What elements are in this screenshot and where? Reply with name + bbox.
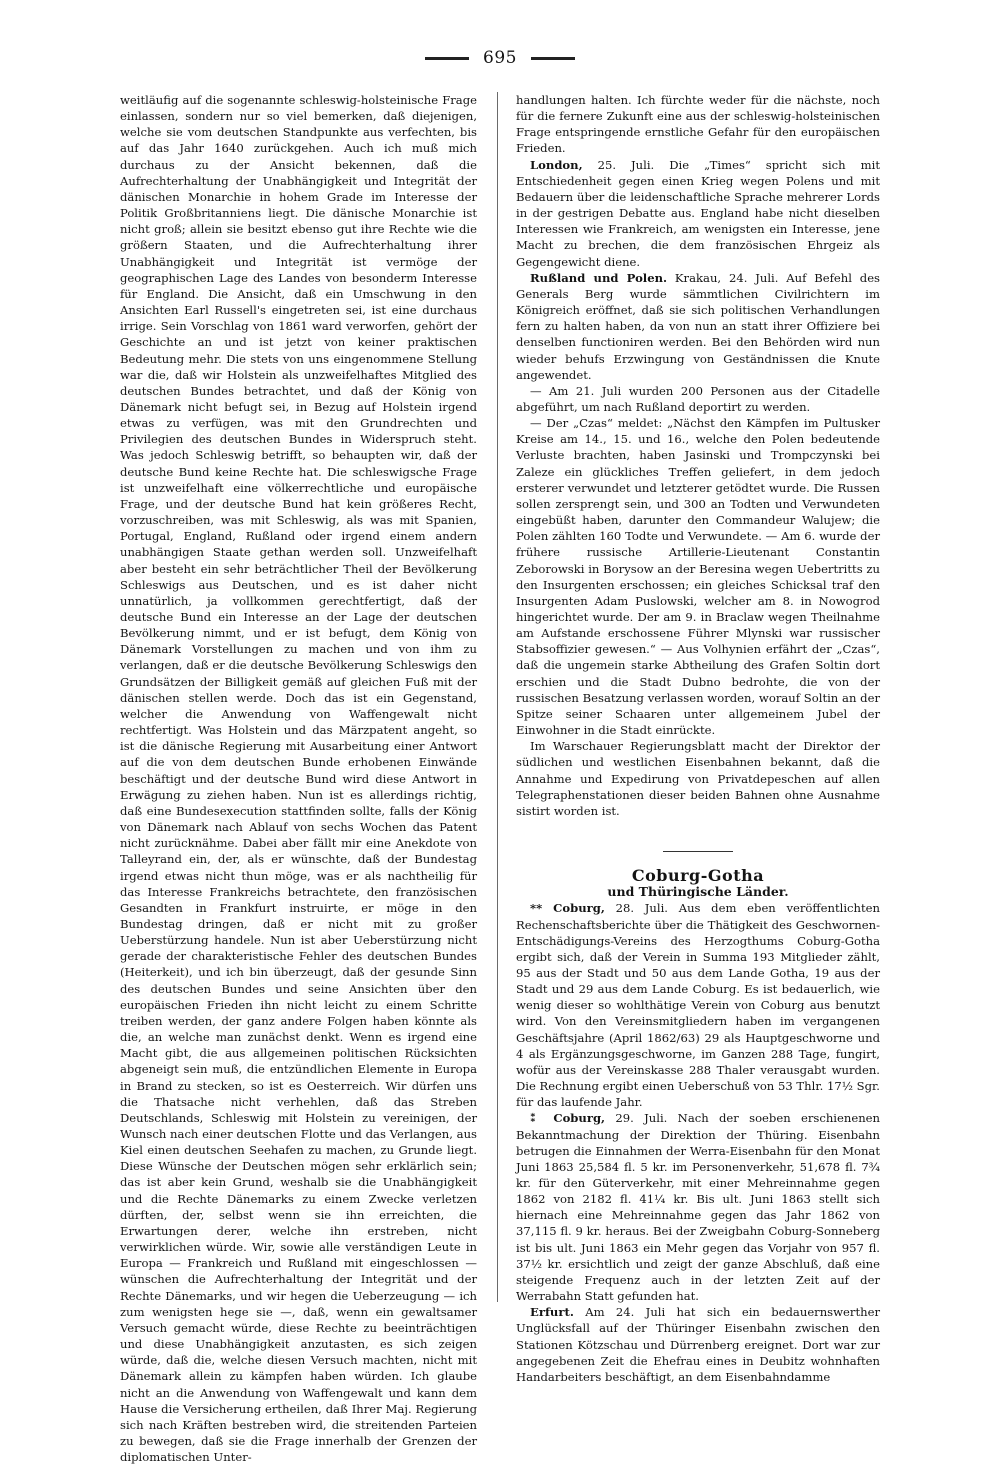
section-title: Coburg-Gotha [631,866,765,886]
header-rule-left [425,57,469,60]
section-subtitle: und Thüringische Länder. [607,884,789,900]
page-header [0,48,1000,68]
right-column [516,92,880,1385]
erfurt-text: Am 24. Juli hat sich ein bedauernswerther Unglücksfall auf der Thüringer Eisenbahn zwischen den Stationen Kötzschau und Dürrenberg ereignet. Dort war zur angegebenen Zeit die Ehefrau eines in Deubitz wohnhaften Handarbeiters beschäftigt, an dem Eisenbahndamme [516,1305,880,1384]
london-article [516,157,880,270]
czas-paragraph: — Der „Czas“ meldet: „Nächst den Kämpfen im Pultusker Kreise am 14., 15. und 16., welche den Polen bedeutende Verluste brachten, haben Jasinski und Trompczynski bei Zaleze ein glückliches Treffen geliefert, in dem jedoch ersterer verwundet und letzterer getödtet wurde. Die Russen sollen zersprengt sein, und 300 an Todten und Verwundeten eingebüßt haben, darunter den Commandeur Walujew; die Polen zählten 160 Todte und Verwundete. — Am 6. wurde der frühere russische Artillerie-Lieutenant Constantin Zeborowski in Borysow an der Beresina wegen Uebertritts zu den Insurgenten erschossen; ein gleiches Schicksal traf den Insurgenten Adam Puslowski, welcher am 8. in Nowogrod hingerichtet wurde. Der am 9. in Braclaw wegen Theilnahme am Aufstande erschossene Führer Mlynski war russischer Stabsoffizier gewesen.“ — Aus Volhynien erfährt der „Czas“, daß die ungemein starke Abtheilung des Grafen Soltin dort erschien und die Stadt Dubno bedrohte, die von der russischen Besatzung verlassen worden, worauf Soltin an der Spitze seiner Schaaren unter allgemeinem Jubel der Einwohner in die Stadt einrückte. [516,416,880,738]
erfurt-article [516,1304,880,1385]
erfurt-dateline: Erfurt. [530,1305,574,1320]
coburg-dateline-2: ⁑ Coburg, [530,1111,606,1126]
page-number: 695 [483,48,517,68]
london-text: 25. Juli. Die „Times“ spricht sich mit Entschiedenheit gegen einen Krieg wegen Polens und mit Bedauern über die leidenschaftliche Sprache mehrerer Lords in der gestrigen Debatte aus. England habe nicht dieselben Interessen wie Frankreich, am wenigsten ein Interesse, jene Macht zu brechen, die dem französischen Ehrgeiz als Gegengewicht diene. [516,157,880,269]
citadelle-paragraph: — Am 21. Juli wurden 200 Personen aus der Citadelle abgeführt, um nach Rußland deportirt zu werden. [516,383,880,414]
left-column [120,92,477,1465]
continuation-paragraph: handlungen halten. Ich fürchte weder für die nächste, noch für die fernere Zukunft eine aus der schleswig-holsteinischen Frage entspringende ernstliche Gefahr für den europäischen Frieden. [516,93,880,156]
russland-article [516,270,880,383]
header-rule-right [531,57,575,60]
london-dateline: London, [530,157,583,172]
coburg-dateline-1: ** Coburg, [530,901,605,916]
russland-dateline: Rußland und Polen. [530,270,668,285]
coburg-article-2 [516,1110,880,1304]
column-divider [497,92,498,1302]
coburg-text-2: 29. Juli. Nach der soeben erschienenen Bekanntmachung der Direktion der Thüring. Eisenbahn betrugen die Einnahmen der Werra-Eisenbahn für den Monat Juni 1863 25,584 fl. 5 kr. im Personenverkehr, 51,678 fl. 7¾ kr. für den Güterverkehr, mit einer Mehreinnahme gegen 1862 von 2182 fl. 41¼ kr. Bis ult. Juni 1863 stellt sich hiernach eine Mehreinnahme gegen das Jahr 1862 von 37,115 fl. 9 kr. heraus. Bei der Zweigbahn Coburg-Sonneberg ist bis ult. Juni 1863 ein Mehr gegen das Vorjahr von 957 fl. 37½ kr. ersichtlich und zeigt der ganze Abschluß, daß eine steigende Frequenz auch in der letzten Zeit auf der Werrabahn Statt gefunden hat. [516,1111,880,1304]
coburg-text-1: 28. Juli. Aus dem eben veröffentlichten Rechenschaftsberichte über die Thätigkeit des Geschwornen-Entschädigungs-Vereins des Herzogthums Coburg-Gotha ergibt sich, daß der Verein in Summa 193 Mitglieder zählt, 95 aus der Stadt und 50 aus dem Lande Gotha, 19 aus der Stadt und 29 aus dem Lande Coburg. Es ist bedauerlich, wie wenig dieser so wohlthätige Verein von Coburg aus benutzt wird. Von den Vereinsmitgliedern haben im vergangenen Geschäftsjahre (April 1862/63) 29 als Hauptgeschworne und 4 als Ergänzungsgeschworne, im Ganzen 288 Tage, fungirt, wofür aus der Vereinskasse 288 Thaler verausgabt wurden. Die Rechnung ergibt einen Ueberschuß von 53 Thlr. 17½ Sgr. für das laufende Jahr. [516,901,880,1110]
left-column-text: weitläufig auf die sogenannte schleswig-holsteinische Frage einlassen, sondern nur so viel bemerken, daß diejenigen, welche sie vom deutschen Standpunkte aus verfechten, bis auf das Jahr 1640 zurückgehen. Auch ich muß mich durchaus zu der Ansicht bekennen, daß die Aufrechterhaltung der Unabhängigkeit und Integrität der dänischen Monarchie in hohem Grade im Interesse der Politik Großbritanniens liegt. Die dänische Monarchie ist nicht groß; allein sie besitzt ebenso gut ihre Rechte wie die größern Staaten, und die Aufrechterhaltung ihrer Unabhängigkeit und Integrität ist vermöge der geographischen Lage des Landes von besonderm Interesse für England. Die Ansicht, daß ein Umschwung in den Ansichten Earl Russell's eingetreten sei, ist eine durchaus irrige. Sein Vorschlag von 1861 ward verworfen, gehört der Geschichte an und ist jetzt von keiner praktischen Bedeutung mehr. Die stets von uns eingenommene Stellung war die, daß wir Holstein als unzweifelhaftes Mitglied des deutschen Bundes betrachtet, und daß der König von Dänemark nicht befugt sei, in Bezug auf Holstein irgend etwas zu verfügen, was mit den Grundrechten und Privilegien des deutschen Bundes in Widerspruch steht. Was jedoch Schleswig betrifft, so behaupten wir, daß der deutsche Bund keine Rechte hat. Die schleswigsche Frage ist unzweifelhaft eine völkerrechtliche und europäische Frage, und der deutsche Bund hat kein größeres Recht, vorzuschreiben, was mit Schleswig, als was mit Spanien, Portugal, England, Rußland oder irgend einem andern unabhängigen Staate gethan werden soll. Unzweifelhaft aber besteht ein sehr beträchtlicher Theil der Bevölkerung Schleswigs aus Deutschen, und es ist daher nicht unnatürlich, ja vollkommen gerechtfertigt, daß der deutsche Bund ein Interesse an der Lage der deutschen Bevölkerung nimmt, und er ist befugt, dem König von Dänemark Vorstellungen zu machen und von ihm zu verlangen, daß er die deutsche Bevölkerung Schleswigs den Grundsätzen der Billigkeit gemäß auf gleichen Fuß mit der dänischen stellen werde. Doch das ist ein Gegenstand, welcher die Anwendung von Waffengewalt nicht rechtfertigt. Was Holstein und das Märzpatent angeht, so ist die dänische Regierung mit Ausarbeitung einer Antwort auf die von dem deutschen Bunde erhobenen Einwände beschäftigt und der deutsche Bund wird diese Antwort in Erwägung zu ziehen haben. Nun ist es allerdings richtig, daß eine Bundesexecution stattfinden sollte, falls der König von Dänemark nach Ablauf von sechs Wochen das Patent nicht zurücknähme. Dabei aber fällt mir eine Anekdote von Talleyrand ein, der, als er wünschte, daß der Bundestag irgend etwas nicht thun möge, was er als nachtheilig für das Interesse Frankreichs betrachtete, den französischen Gesandten in Frankfurt instruirte, er möge in den Bundestag dringen, daß er nicht mit zu großer Ueberstürzung handele. Nun ist aber Ueberstürzung nicht gerade der charakteristische Fehler des deutschen Bundes (Heiterkeit), und ich bin überzeugt, daß der gesunde Sinn des deutschen Bundes und seine Ansichten über den europäischen Frieden ihn nicht leicht zu einem Schritte treiben werden, der ganz andere Folgen haben könnte als die, an welche man zunächst denkt. Wenn es irgend eine Macht gibt, die aus allgemeinen politischen Rücksichten abgeneigt sein muß, die entzündlichen Elemente in Europa in Brand zu stecken, so ist es Oesterreich. Wir dürfen uns die Thatsache nicht verhehlen, daß das Streben Deutschlands, Schleswig mit Holstein zu vereinigen, der Wunsch nach einer deutschen Flotte und das Verlangen, aus Kiel einen deutschen Seehafen zu machen, zu Grunde liegt. Diese Wünsche der Deutschen mögen sehr erklärlich sein; das ist aber kein Grund, weshalb sie die Unabhängigkeit und die Rechte Dänemarks zu einem Zwecke verletzen dürften, der, selbst wenn sie ihn erreichten, die Erwartungen derer, welche ihn erstreben, nicht verwirklichen würde. Wir, sowie alle verständigen Leute in Europa — Frankreich und Rußland mit eingeschlossen — wünschen die Aufrechterhaltung der Integrität und der Rechte Dänemarks, und wir hegen die Ueberzeugung — ich zum wenigsten hege sie —, daß, wenn ein gewaltsamer Versuch gemacht würde, diese Rechte zu beeinträchtigen und diese Unabhängigkeit anzutasten, es sich zeigen würde, daß die, welche diesen Versuch machten, nicht mit Dänemark allein zu kämpfen haben würden. Ich glaube nicht an die Anwendung von Waffengewalt und kann dem Hause die Versicherung ertheilen, daß Ihrer Maj. Regierung sich nach Kräften bestreben wird, die streitenden Parteien zu bewegen, daß sie die Frage innerhalb der Grenzen der diplomatischen Unter- [120,93,477,1465]
section-separator [663,851,733,852]
coburg-article-1 [516,900,880,1110]
russland-text: Krakau, 24. Juli. Auf Befehl des Generals Berg wurde sämmtlichen Civilrichtern im Königreich eröffnet, daß sie sich politischen Verhandlungen fern zu halten haben, da von nun an statt ihrer Offiziere bei denselben functioniren werden. Bei den Behörden wird nun wieder behufs Erzwingung von Geständnissen die Knute angewendet. [516,270,881,382]
warschau-paragraph: Im Warschauer Regierungsblatt macht der Direktor der südlichen und westlichen Eisenbahnen bekannt, daß die Annahme und Expedirung von Privatdepeschen auf allen Telegraphenstationen dieser beiden Bahnen ohne Ausnahme sistirt worden ist. [516,739,880,818]
